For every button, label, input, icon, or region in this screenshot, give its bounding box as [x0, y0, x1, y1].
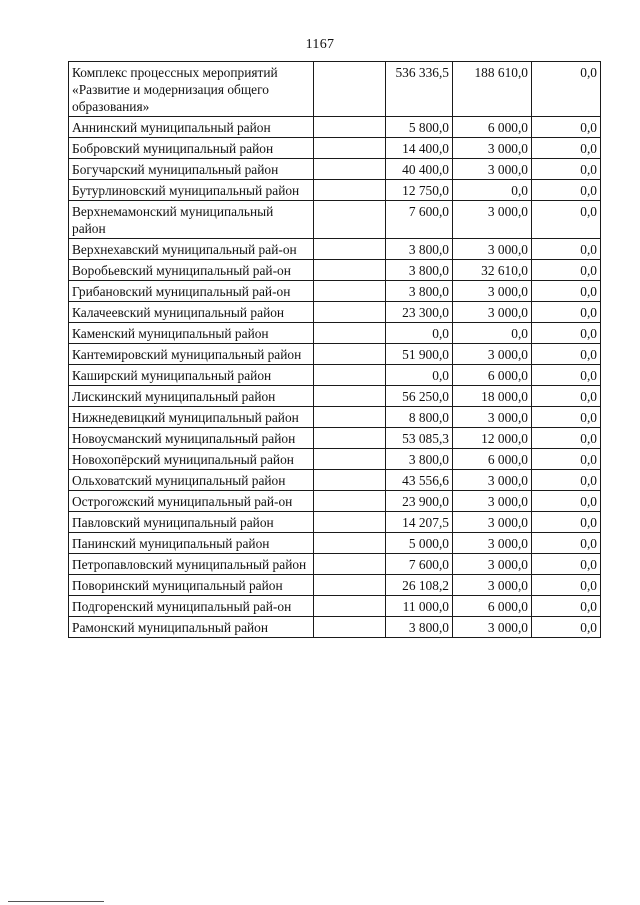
value-col-2-cell: 6 000,0	[453, 449, 532, 470]
value-col-1-cell: 3 800,0	[386, 449, 453, 470]
table-row	[69, 281, 601, 302]
empty-cell	[314, 470, 386, 491]
table-row	[69, 491, 601, 512]
value-col-3-cell: 0,0	[532, 344, 601, 365]
budget-table-body	[69, 62, 601, 638]
value-col-2-cell: 3 000,0	[453, 302, 532, 323]
empty-cell	[314, 575, 386, 596]
value-col-3-cell: 0,0	[532, 260, 601, 281]
empty-cell	[314, 323, 386, 344]
empty-cell	[314, 260, 386, 281]
value-col-3-cell: 0,0	[532, 180, 601, 201]
value-col-2-cell: 32 610,0	[453, 260, 532, 281]
value-col-1-cell: 14 207,5	[386, 512, 453, 533]
value-col-2-cell: 18 000,0	[453, 386, 532, 407]
row-name-cell: Поворинский муниципальный район	[69, 575, 314, 596]
table-row	[69, 323, 601, 344]
value-col-2-cell: 3 000,0	[453, 159, 532, 180]
value-col-2-cell: 3 000,0	[453, 617, 532, 638]
table-row	[69, 302, 601, 323]
row-name-cell: Верхнехавский муниципальный рай-он	[69, 239, 314, 260]
row-name-cell: Подгоренский муниципальный рай-он	[69, 596, 314, 617]
value-col-1-cell: 26 108,2	[386, 575, 453, 596]
empty-cell	[314, 365, 386, 386]
value-col-1-cell: 11 000,0	[386, 596, 453, 617]
row-name-cell: Лискинский муниципальный район	[69, 386, 314, 407]
row-name-cell: Павловский муниципальный район	[69, 512, 314, 533]
row-name-cell: Бобровский муниципальный район	[69, 138, 314, 159]
footer-divider	[8, 901, 104, 902]
value-col-3-cell: 0,0	[532, 365, 601, 386]
empty-cell	[314, 491, 386, 512]
value-col-3-cell: 0,0	[532, 470, 601, 491]
row-name-cell: Новоусманский муниципальный район	[69, 428, 314, 449]
value-col-3-cell: 0,0	[532, 201, 601, 239]
value-col-3-cell: 0,0	[532, 138, 601, 159]
value-col-2-cell: 3 000,0	[453, 575, 532, 596]
table-row	[69, 449, 601, 470]
table-row	[69, 470, 601, 491]
value-col-1-cell: 23 900,0	[386, 491, 453, 512]
empty-cell	[314, 596, 386, 617]
table-row	[69, 117, 601, 138]
value-col-2-cell: 3 000,0	[453, 281, 532, 302]
row-name-cell: Кантемировский муниципальный район	[69, 344, 314, 365]
empty-cell	[314, 533, 386, 554]
value-col-2-cell: 6 000,0	[453, 596, 532, 617]
value-col-2-cell: 188 610,0	[453, 62, 532, 117]
row-name-cell: Бутурлиновский муниципальный район	[69, 180, 314, 201]
value-col-2-cell: 3 000,0	[453, 407, 532, 428]
table-row	[69, 512, 601, 533]
value-col-2-cell: 6 000,0	[453, 117, 532, 138]
value-col-1-cell: 53 085,3	[386, 428, 453, 449]
value-col-1-cell: 5 000,0	[386, 533, 453, 554]
empty-cell	[314, 617, 386, 638]
value-col-3-cell: 0,0	[532, 62, 601, 117]
value-col-3-cell: 0,0	[532, 617, 601, 638]
row-name-cell: Каменский муниципальный район	[69, 323, 314, 344]
value-col-1-cell: 0,0	[386, 323, 453, 344]
row-name-cell: Верхнемамонский муниципальный район	[69, 201, 314, 239]
table-row	[69, 239, 601, 260]
value-col-3-cell: 0,0	[532, 323, 601, 344]
table-row	[69, 62, 601, 117]
page-number: 1167	[305, 37, 335, 52]
value-col-2-cell: 3 000,0	[453, 533, 532, 554]
row-name-cell: Каширский муниципальный район	[69, 365, 314, 386]
value-col-1-cell: 3 800,0	[386, 281, 453, 302]
value-col-1-cell: 536 336,5	[386, 62, 453, 117]
empty-cell	[314, 344, 386, 365]
value-col-2-cell: 6 000,0	[453, 365, 532, 386]
row-name-cell: Воробьевский муниципальный рай-он	[69, 260, 314, 281]
empty-cell	[314, 62, 386, 117]
row-name-cell: Петропавловский муниципальный район	[69, 554, 314, 575]
value-col-3-cell: 0,0	[532, 554, 601, 575]
row-name-cell: Аннинский муниципальный район	[69, 117, 314, 138]
value-col-2-cell: 0,0	[453, 323, 532, 344]
value-col-3-cell: 0,0	[532, 159, 601, 180]
row-name-cell: Грибановский муниципальный рай-он	[69, 281, 314, 302]
value-col-3-cell: 0,0	[532, 239, 601, 260]
table-row	[69, 180, 601, 201]
row-name-cell: Ольховатский муниципальный район	[69, 470, 314, 491]
empty-cell	[314, 407, 386, 428]
value-col-3-cell: 0,0	[532, 117, 601, 138]
value-col-1-cell: 40 400,0	[386, 159, 453, 180]
value-col-1-cell: 12 750,0	[386, 180, 453, 201]
value-col-2-cell: 3 000,0	[453, 239, 532, 260]
table-row	[69, 617, 601, 638]
value-col-3-cell: 0,0	[532, 596, 601, 617]
value-col-1-cell: 14 400,0	[386, 138, 453, 159]
table-row	[69, 554, 601, 575]
row-name-cell: Калачеевский муниципальный район	[69, 302, 314, 323]
row-name-cell: Острогожский муниципальный рай-он	[69, 491, 314, 512]
value-col-2-cell: 3 000,0	[453, 344, 532, 365]
table-row	[69, 201, 601, 239]
value-col-3-cell: 0,0	[532, 449, 601, 470]
empty-cell	[314, 449, 386, 470]
value-col-3-cell: 0,0	[532, 281, 601, 302]
value-col-3-cell: 0,0	[532, 512, 601, 533]
row-name-cell: Новохопёрский муниципальный район	[69, 449, 314, 470]
value-col-2-cell: 12 000,0	[453, 428, 532, 449]
empty-cell	[314, 386, 386, 407]
empty-cell	[314, 117, 386, 138]
value-col-2-cell: 0,0	[453, 180, 532, 201]
value-col-1-cell: 8 800,0	[386, 407, 453, 428]
value-col-3-cell: 0,0	[532, 428, 601, 449]
empty-cell	[314, 239, 386, 260]
value-col-3-cell: 0,0	[532, 302, 601, 323]
table-row	[69, 596, 601, 617]
empty-cell	[314, 302, 386, 323]
value-col-1-cell: 7 600,0	[386, 554, 453, 575]
row-name-cell: Комплекс процессных мероприятий «Развитие и модернизация общего образования»	[69, 62, 314, 117]
budget-table	[68, 61, 601, 638]
value-col-3-cell: 0,0	[532, 386, 601, 407]
value-col-2-cell: 3 000,0	[453, 470, 532, 491]
value-col-1-cell: 56 250,0	[386, 386, 453, 407]
value-col-1-cell: 51 900,0	[386, 344, 453, 365]
empty-cell	[314, 159, 386, 180]
empty-cell	[314, 512, 386, 533]
value-col-1-cell: 23 300,0	[386, 302, 453, 323]
table-row	[69, 428, 601, 449]
value-col-2-cell: 3 000,0	[453, 512, 532, 533]
value-col-3-cell: 0,0	[532, 575, 601, 596]
empty-cell	[314, 180, 386, 201]
table-row	[69, 138, 601, 159]
empty-cell	[314, 138, 386, 159]
value-col-3-cell: 0,0	[532, 491, 601, 512]
row-name-cell: Рамонский муниципальный район	[69, 617, 314, 638]
table-row	[69, 407, 601, 428]
value-col-1-cell: 0,0	[386, 365, 453, 386]
value-col-3-cell: 0,0	[532, 533, 601, 554]
row-name-cell: Панинский муниципальный район	[69, 533, 314, 554]
value-col-1-cell: 3 800,0	[386, 260, 453, 281]
empty-cell	[314, 201, 386, 239]
table-row	[69, 533, 601, 554]
table-row	[69, 386, 601, 407]
value-col-2-cell: 3 000,0	[453, 201, 532, 239]
empty-cell	[314, 281, 386, 302]
value-col-1-cell: 3 800,0	[386, 617, 453, 638]
value-col-2-cell: 3 000,0	[453, 138, 532, 159]
table-row	[69, 344, 601, 365]
empty-cell	[314, 554, 386, 575]
table-row	[69, 260, 601, 281]
value-col-2-cell: 3 000,0	[453, 491, 532, 512]
value-col-1-cell: 5 800,0	[386, 117, 453, 138]
row-name-cell: Богучарский муниципальный район	[69, 159, 314, 180]
table-row	[69, 159, 601, 180]
value-col-2-cell: 3 000,0	[453, 554, 532, 575]
table-row	[69, 365, 601, 386]
value-col-1-cell: 3 800,0	[386, 239, 453, 260]
value-col-3-cell: 0,0	[532, 407, 601, 428]
value-col-1-cell: 7 600,0	[386, 201, 453, 239]
row-name-cell: Нижнедевицкий муниципальный район	[69, 407, 314, 428]
table-row	[69, 575, 601, 596]
empty-cell	[314, 428, 386, 449]
value-col-1-cell: 43 556,6	[386, 470, 453, 491]
